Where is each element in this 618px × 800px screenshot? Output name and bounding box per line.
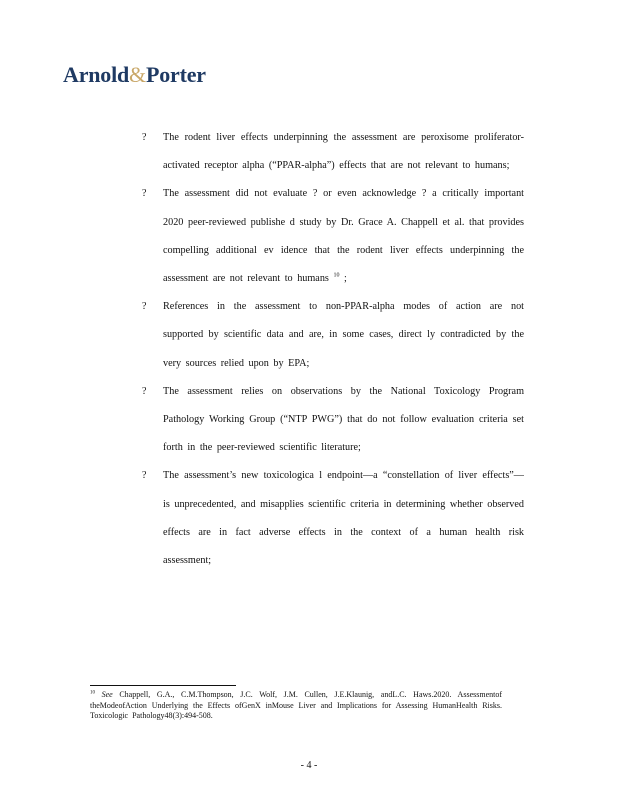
footnote-reference: 10 xyxy=(333,272,340,279)
bullet-marker: ? xyxy=(142,470,147,482)
bullet-text: The assessment relies on observations by the National Toxicology Program Pathology Working Group (“NTP PWG”) that do not follow evaluation criteria set forth in the peer-reviewed scientific literature; xyxy=(163,385,524,454)
bullet-marker: ? xyxy=(142,301,147,313)
bullet-item xyxy=(142,378,524,463)
bullet-item xyxy=(142,462,524,575)
bullet-text: The assessment did not evaluate ? or even acknowledge ? a critically important 2020 peer-reviewed publishe d study by Dr. Grace A. Chappell et al. that provides compelling additional ev idence that the rodent liver effects underpinning the assessment are not relevant to humans xyxy=(163,188,524,285)
bullet-item xyxy=(142,180,524,293)
bullet-text: The assessment’s new toxicologica l endpoint—a “constellation of liver effects”—is unprecedented, and misapplies scientific criteria in determining whether observed effects are in fact adverse effects in the context of a human health risk assessment; xyxy=(163,470,524,567)
logo-porter: Porter xyxy=(145,62,206,87)
logo-arnold: Arnold xyxy=(63,62,130,87)
bullet-text: References in the assessment to non-PPAR-alpha modes of action are not supported by scientific data and are, in some cases, direct ly contradicted by the very sources relied upon by EPA; xyxy=(163,301,524,369)
footnote-text: Chappell, G.A., C.M.Thompson, J.C. Wolf, J.M. Cullen, J.E.Klaunig, andL.C. Haws.2020. Assessmentof theModeofAction Underlying the Effects ofGenX inMouse Liver and Implications for Assessing HumanHealth Risks. Toxicologic Pathology48(3):494-508. xyxy=(90,690,503,720)
bullet-list xyxy=(142,124,524,575)
footnote-see: See xyxy=(101,690,113,699)
bullet-marker: ? xyxy=(142,188,147,200)
arnold-porter-logo xyxy=(63,62,206,88)
footnote xyxy=(90,690,502,722)
bullet-item xyxy=(142,293,524,378)
bullet-text-end: ; xyxy=(339,273,347,285)
bullet-marker: ? xyxy=(142,385,147,397)
footnote-number: 10 xyxy=(90,690,95,696)
bullet-marker: ? xyxy=(142,132,147,143)
bullet-item xyxy=(142,124,524,180)
logo-ampersand: & xyxy=(129,62,146,87)
page-number: - 4 - xyxy=(300,760,318,771)
footnote-divider xyxy=(90,685,236,686)
bullet-text: The rodent liver effects underpinning the assessment are peroxisome proliferator-activated receptor alpha (“PPAR-alpha”) effects that are not relevant to humans; xyxy=(163,132,524,172)
